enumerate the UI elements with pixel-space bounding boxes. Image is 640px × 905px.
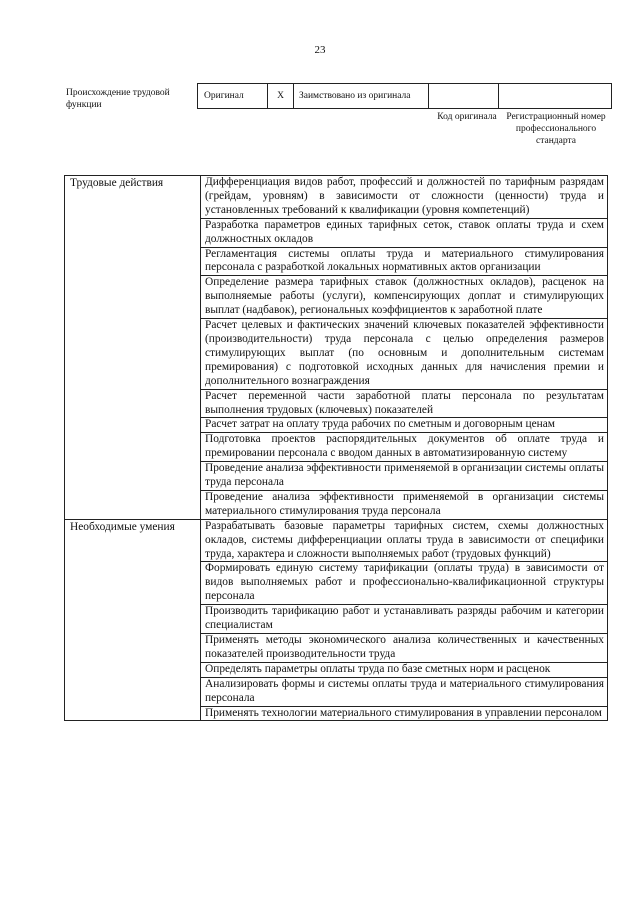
- original-cell: Оригинал: [198, 84, 268, 108]
- section-item: Производить тарификацию работ и устанавливать разряды рабочим и категории специалистам: [201, 605, 608, 634]
- origin-label: Происхождение трудовой функции: [66, 88, 170, 110]
- section-item: Подготовка проектов распорядительных документов об оплате труда и премировании персонала с вводом данных в автоматизированную систему: [201, 433, 608, 462]
- section-item: Формировать единую систему тарификации (оплаты труда) в зависимости от видов выполняемых работ и профессионально-квалификационной структуры персонала: [201, 562, 608, 605]
- section-item: Дифференциация видов работ, профессий и должностей по тарифным разрядам (грейдам, уровням) в зависимости от сложности (ценности) труда и установленных требований к квалификации (уровня компетенций): [201, 176, 608, 219]
- origin-box: [197, 83, 612, 109]
- page-number: 23: [314, 44, 326, 56]
- table-row: [65, 176, 608, 219]
- section-item: Применять технологии материального стимулирования в управлении персоналом: [201, 706, 608, 721]
- section-item: Расчет переменной части заработной платы персонала по результатам выполнения трудовых (ключевых) показателей: [201, 389, 608, 418]
- code-cell: [429, 84, 499, 108]
- borrowed-cell: Заимствовано из оригинала: [294, 84, 429, 108]
- section-item: Расчет целевых и фактических значений ключевых показателей эффективности (производительности) труда персонала с целью определения размеров стимулирующих выплат (по основным и дополнительным системам премирования) с подготовкой исходных данных для начисления премии и дополнительного вознаграждения: [201, 319, 608, 390]
- section-item: Разработка параметров единых тарифных сеток, ставок оплаты труда и схем должностных окладов: [201, 218, 608, 247]
- reg-number-caption: Регистрационный номер профессионального стандарта: [506, 112, 606, 146]
- code-caption: Код оригинала: [437, 112, 497, 122]
- section-label: Трудовые действия: [65, 176, 201, 520]
- function-table: [64, 175, 608, 721]
- section-item: Расчет затрат на оплату труда рабочих по сметным и договорным ценам: [201, 418, 608, 433]
- section-label: Необходимые умения: [65, 519, 201, 721]
- section-item: Регламентация системы оплаты труда и материального стимулирования персонала с разработкой локальных нормативных актов организации: [201, 247, 608, 276]
- section-item: Определять параметры оплаты труда по базе сметных норм и расценок: [201, 662, 608, 677]
- original-mark: X: [268, 84, 294, 108]
- reg-number-cell: [499, 84, 611, 108]
- table-row: [65, 519, 608, 562]
- section-item: Проведение анализа эффективности применяемой в организации системы материального стимулирования труда персонала: [201, 490, 608, 519]
- section-item: Определение размера тарифных ставок (должностных окладов), расценок на выполняемые работы (услуги), компенсирующих доплат и стимулирующих выплат (надбавок), региональных коэффициентов к заработной плате: [201, 276, 608, 319]
- section-item: Применять методы экономического анализа количественных и качественных показателей производительности труда: [201, 634, 608, 663]
- section-item: Проведение анализа эффективности применяемой в организации системы оплаты труда персонала: [201, 462, 608, 491]
- section-item: Анализировать формы и системы оплаты труда и материального стимулирования персонала: [201, 677, 608, 706]
- section-item: Разрабатывать базовые параметры тарифных систем, схемы должностных окладов, системы дифференциации оплаты труда в зависимости от специфики труда, характера и сложности выполняемых работ (трудовых функций): [201, 519, 608, 562]
